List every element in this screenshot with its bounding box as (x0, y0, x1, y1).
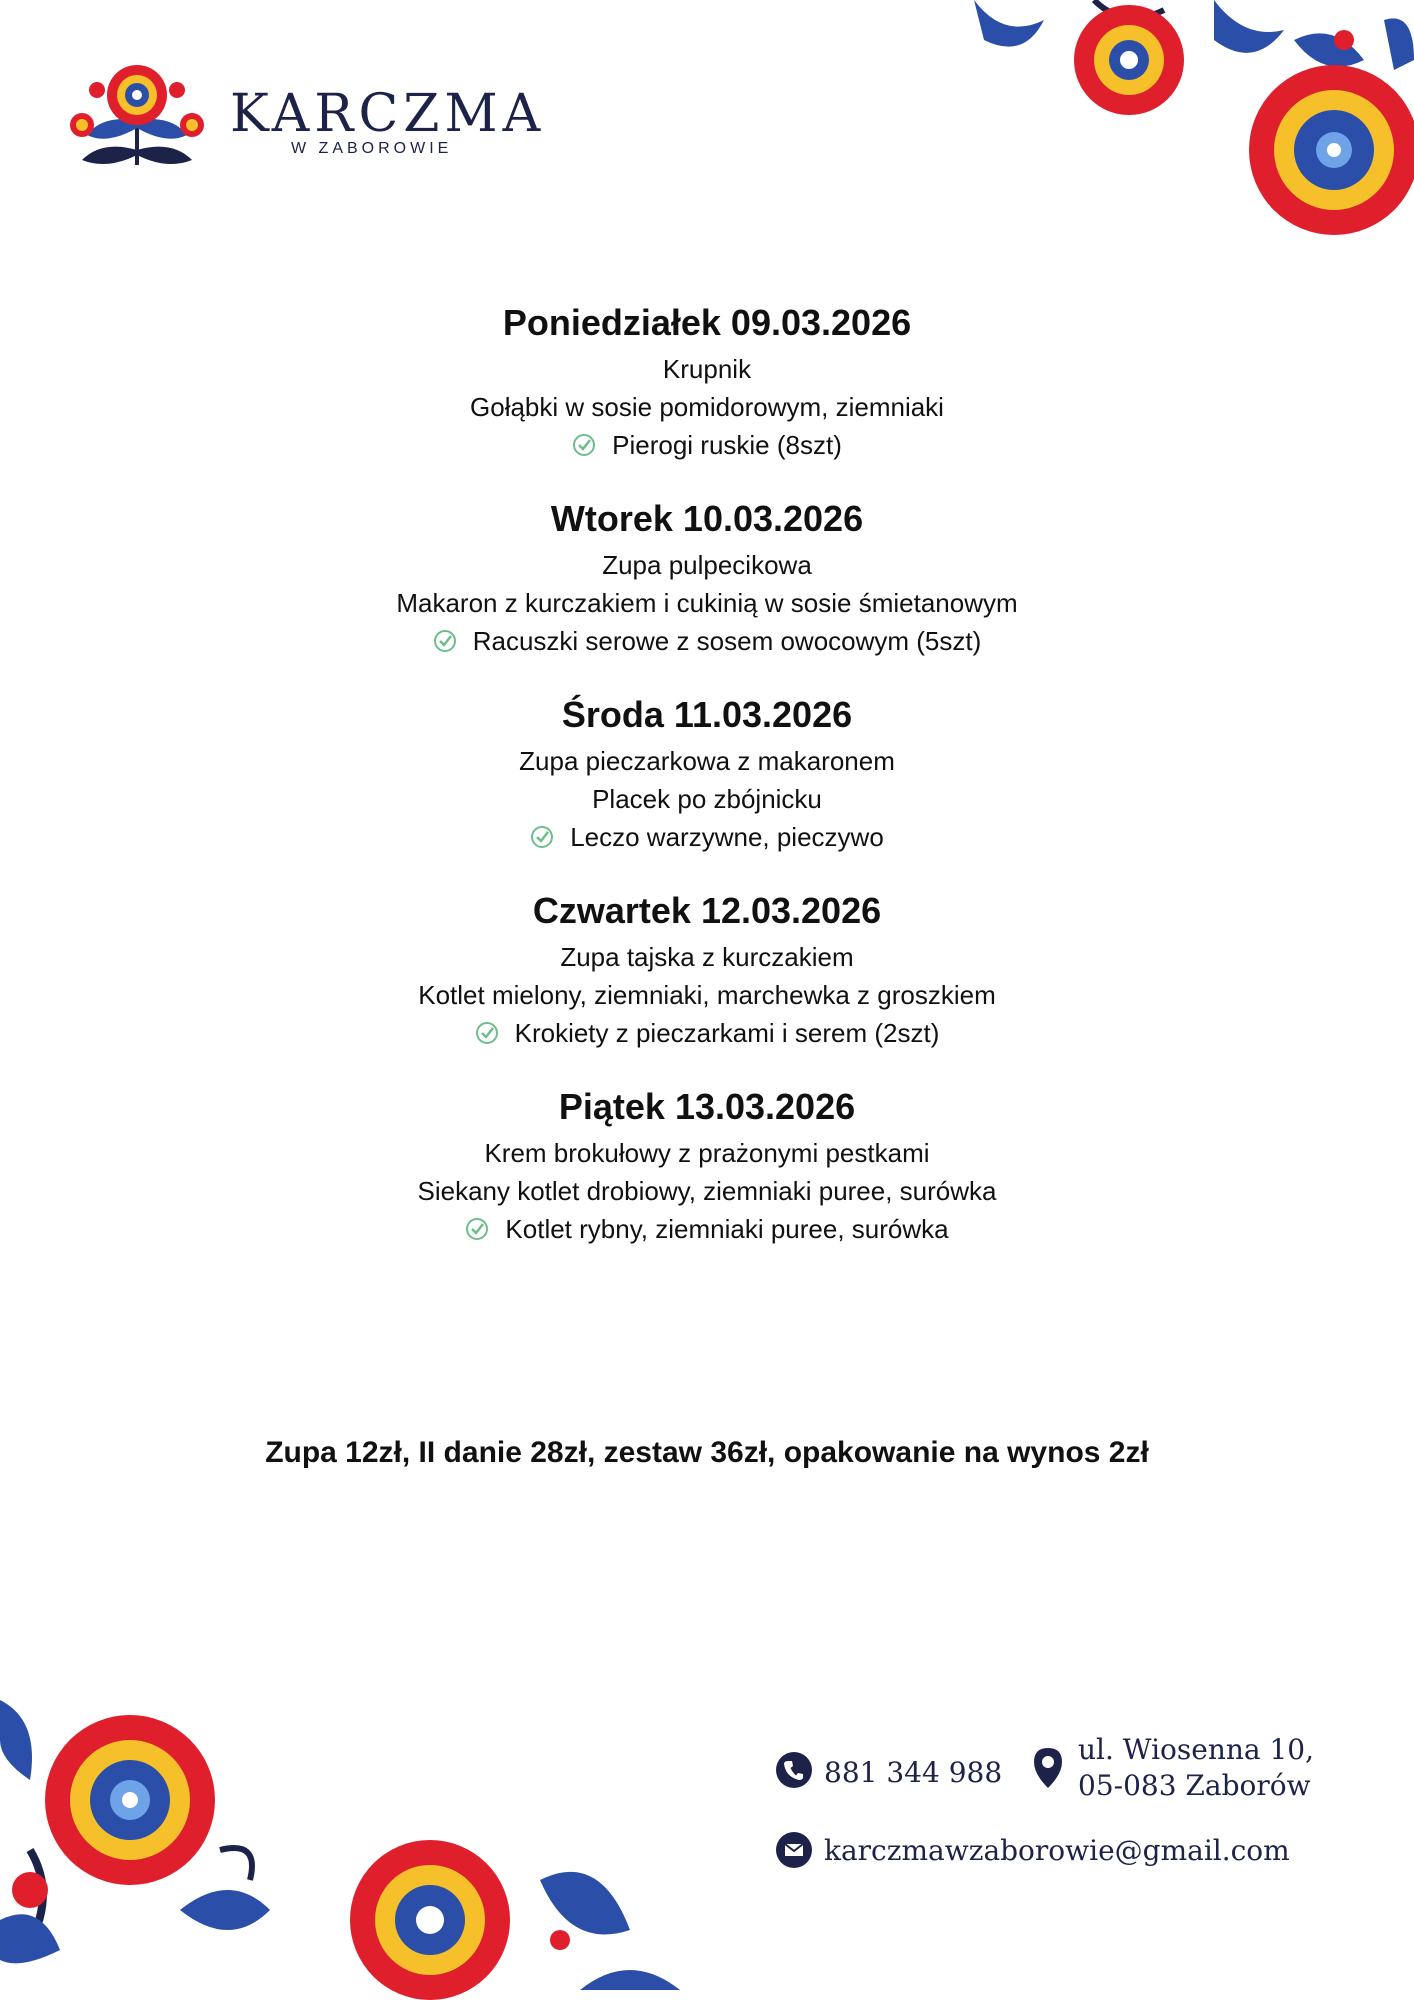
day-thursday (0, 888, 1414, 1052)
main-dish: Kotlet mielony, ziemniaki, marchewka z groszkiem (418, 980, 996, 1010)
phone-number[interactable]: 881 344 988 (824, 1756, 1003, 1789)
email-address[interactable]: karczmawzaborowie@gmail.com (824, 1834, 1290, 1867)
vegetarian-leaf-check-icon (465, 1217, 489, 1241)
day-title: Wtorek 10.03.2026 (550, 498, 864, 539)
day-title: Poniedziałek 09.03.2026 (502, 302, 912, 343)
brand-subtitle: W ZABOROWIE (291, 140, 453, 157)
envelope-icon (776, 1832, 812, 1868)
vegetarian-dish (572, 426, 842, 464)
day-friday (0, 1084, 1414, 1248)
folk-flower-logo-icon (62, 60, 212, 170)
soup: Krupnik (662, 354, 752, 384)
phone-icon (776, 1752, 812, 1788)
soup: Zupa pieczarkowa z makaronem (519, 746, 895, 776)
day-title: Czwartek 12.03.2026 (532, 890, 882, 931)
vegetarian-dish-label: Krokiety z pieczarkami i serem (2szt) (514, 1018, 940, 1048)
main-dish: Gołąbki w sosie pomidorowym, ziemniaki (470, 392, 944, 422)
location-pin-icon (1030, 1746, 1066, 1790)
weekly-menu (0, 300, 1414, 1280)
soup: Krem brokułowy z prażonymi pestkami (484, 1138, 930, 1168)
vegetarian-dish (433, 622, 982, 660)
day-wednesday (0, 692, 1414, 856)
vegetarian-dish (475, 1014, 940, 1052)
day-monday (0, 300, 1414, 464)
vegetarian-leaf-check-icon (572, 433, 596, 457)
vegetarian-leaf-check-icon (530, 825, 554, 849)
main-dish: Makaron z kurczakiem i cukinią w sosie śmietanowym (396, 588, 1018, 618)
vegetarian-dish-label: Pierogi ruskie (8szt) (612, 430, 842, 460)
vegetarian-dish (530, 818, 884, 856)
vegetarian-leaf-check-icon (475, 1021, 499, 1045)
vegetarian-dish-label: Kotlet rybny, ziemniaki puree, surówka (505, 1214, 949, 1244)
day-title: Środa 11.03.2026 (561, 694, 853, 735)
day-title: Piątek 13.03.2026 (558, 1086, 856, 1127)
address-line-1: ul. Wiosenna 10, (1078, 1733, 1315, 1766)
main-dish: Placek po zbójnicku (592, 784, 822, 814)
vegetarian-dish-label: Leczo warzywne, pieczywo (570, 822, 884, 852)
vegetarian-dish-label: Racuszki serowe z sosem owocowym (5szt) (472, 626, 982, 656)
day-tuesday (0, 496, 1414, 660)
price-list: Zupa 12zł, II danie 28zł, zestaw 36zł, opakowanie na wynos 2zł (265, 1436, 1149, 1469)
vegetarian-dish (465, 1210, 948, 1248)
folk-flower-decoration-top-right (914, 0, 1414, 250)
brand-logo (62, 60, 562, 180)
vegetarian-leaf-check-icon (433, 629, 457, 653)
main-dish: Siekany kotlet drobiowy, ziemniaki puree, surówka (417, 1176, 997, 1206)
address-line-2: 05-083 Zaborów (1078, 1769, 1311, 1802)
folk-flower-decoration-bottom-left (0, 1700, 680, 2000)
brand-name: KARCZMA (230, 84, 546, 144)
soup: Zupa tajska z kurczakiem (560, 942, 854, 972)
address-text (1078, 1732, 1314, 1804)
soup: Zupa pulpecikowa (602, 550, 812, 580)
